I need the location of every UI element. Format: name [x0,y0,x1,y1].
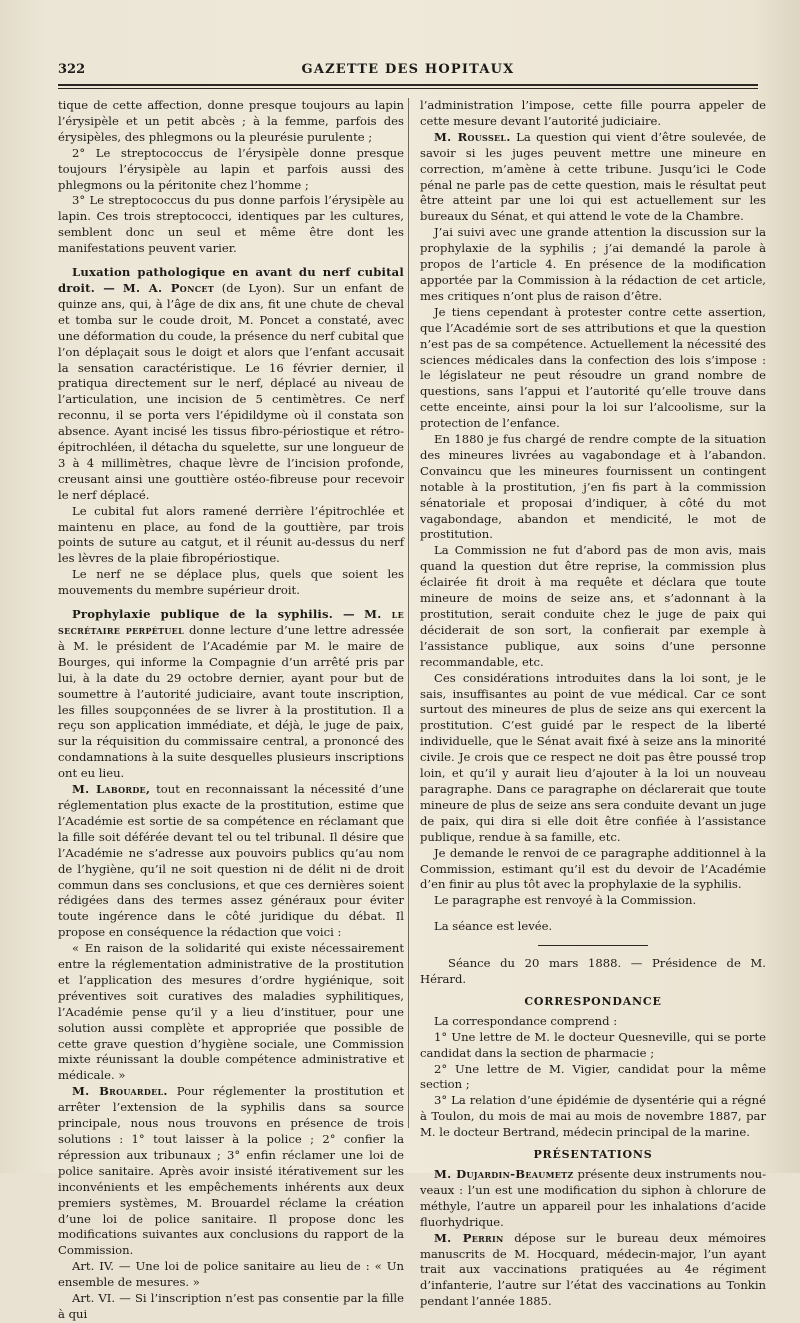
list-item: 3° La relation d’une épidémie de dysentérie qui a régné à Toulon, du mois de mai au mois de novembre 1887, par M. le docteur Bertrand, médecin principal de la marine. [420,1093,766,1140]
session-closed: La séance est levée. [434,919,553,934]
section-text: donne lecture d’une lettre adressée à M. le président de l’Académie par M. le maire de Bourges, qui informe la Compagnie d’un arrêté pris par lui, à la date du 29 octobre dernier, ayant pour but de soumettre à l’autorité judiciaire, avant toute inscription, les filles soupçonnées de se livrer à la prostitution. Il a reçu son application immédiate, et déjà, le juge de paix, sur la réquisition du commissaire central, a prononcé des condamnations à la suite desquelles plusieurs inscriptions ont eu lieu. [58,623,405,781]
author-name: M. le secrétaire perpétuel [58,607,405,637]
presentations-title: PRÉSENTATIONS [533,1148,653,1162]
paragraph-roussel [420,130,766,225]
section-text: tout en reconnaissant la nécessité d’une réglementation plus exacte de la prostitution, estime que l’Académie est sortie de sa compétence en réclamant que la fille soit déférée devant tel ou tel tribunal. Il désire que l’Académie ne s’adresse aux pouvoirs publics qu’au nom de l’hygiène, qu’il ne soit question ni de délit ni de droit commun dans ses conclusions, et que ces dernières soient rédigées dans des termes assez généraux pour éviter toute ingérence dans le côté juridique du débat. Il propose en conséquence la rédaction que voici : [58,782,404,940]
paragraph: Ces considérations introduites dans la loi sont, je le sais, insuffisantes au point de vue médical. Car ce sont surtout des mineures de plus de seize ans qui exercent la prostitution. C’est guidé par le respect de la liberté individuelle, que le Sénat avait fixé à seize ans la minorité civile. Je crois que ce respect ne doit pas être poussé trop loin, et qu’il y aurait lieu d’ajouter à la loi un nouveau paragraphe. Dans ce paragraphe on déclarerait que toute mineure de plus de seize ans sera conduite devant un juge de paix, qui dira si elle doit être confiée à l’assistance publique, rendue à sa famille, etc. [420,670,766,844]
paragraph: 3° Le streptococcus du pus donne parfois l’érysipèle au lapin. Ces trois streptococci, identiques par les cultures, semblent donc un seul et même être dont les manifestations peuvent varier. [58,193,404,256]
paragraph-dujardin [420,1167,766,1231]
header-rule-thin [58,88,758,89]
paragraph: La Commission ne fut d’abord pas de mon avis, mais quand la question dut être reprise, la commission plus éclairée fit droit à ma requête et déclara que toute mineure de moins de seize ans, et s’adonnant à la prostitution, serait conduite chez le juge de paix qui déciderait de son sort, la confierait par exemple à l’assistance publique, aux soins d’une personne recommandable, etc. [420,543,766,669]
column-divider [408,98,409,1128]
paragraph: Le paragraphe est renvoyé à la Commission. [434,893,697,908]
page-header [58,62,758,84]
section-heading: Luxation pathologique en avant du nerf cubital droit. — [58,265,404,295]
paragraph: Je tiens cependant à protester contre cette assertion, que l’Académie sort de ses attributions et que la question n’est pas de sa compétence. Actuellement la nécessité des sciences médicales dans la confection des lois s’impose : le législateur ne peut résoudre un grand nombre de questions, sans l’appui et l’autorité qu’elle trouve dans cette enceinte, ainsi pour la loi sur l’alcoolisme, sur la protection de l’enfance. [420,304,766,431]
section-text: La question qui vient d’être soulevée, de savoir si les juges peuvent mettre une mineure en correction, m’amène à cette tribune. Jusqu’ici le Code pénal ne parle pas de cette question, mais le résultat peut être atteint par une loi qui est actuellement sur les bureaux du Sénat, et qui attend le vote de la Chambre. [420,129,766,224]
spacer [420,909,766,919]
section-heading: Prophylaxie publique de la syphilis. — [72,607,355,622]
paragraph: Je demande le renvoi de ce paragraphe additionnel à la Commission, estimant qu’il est du devoir de l’Académie d’en finir au plus tôt avec la prophylaxie de la syphilis. [420,845,766,892]
author-name: M. A. Poncet [122,280,215,295]
list-item: 2° Une lettre de M. Vigier, candidat pour la même section ; [420,1061,766,1092]
quoted-proposal: « En raison de la solidarité qui existe nécessairement entre la réglementation administrative de la prostitution et l’application des mesures d’ordre hygiénique, soit préventives soit curatives des maladies syphilitiques, l’Académie pense qu’il y a lieu d’instituer, pour une solution aussi complète et appropriée que possible de cette grave question d’hygiène sociale, une Commission mixte réunissant la double compétence administrative et médicale. » [58,941,404,1083]
paragraph: l’administration l’impose, cette fille pourra appeler de cette mesure devant l’autorité judiciaire. [420,98,766,128]
section-prophylaxie [58,607,404,782]
paragraph: Le cubital fut alors ramené derrière l’épitrochlée et maintenu en place, au fond de la gouttière, par trois points de suture au catgut, et il réunit au-dessus du nerf les lèvres de la plaie fibropériostique. [58,503,404,566]
section-text: présente deux instruments nouveaux : l’un est une modification du siphon à chlorure de méthyle, l’autre un appareil pour les inhalations d’acide fluorhydrique. [420,1167,766,1229]
paragraph: Le nerf ne se déplace plus, quels que soient les mouvements du membre supérieur droit. [58,567,404,598]
author-name: M. Dujardin-Beaumetz [434,1167,574,1181]
journal-title: GAZETTE DES HOPITAUX [301,62,515,77]
paragraph-laborde [58,782,404,941]
list-item: 1° Une lettre de M. le docteur Quesneville, qui se porte candidat dans la section de pharmacie ; [420,1029,766,1060]
paragraph-brouardel [58,1084,404,1259]
author-name: M. Brouardel. [72,1084,168,1099]
paragraph-perrin [420,1231,766,1311]
header-rule-thick [58,84,758,86]
page-number: 322 [58,62,86,77]
section-text: Pour réglementer la prostitution et arrêter l’extension de la syphilis dans sa source principale, nous nous trouvons en présence de trois solutions : 1° tout laisser à la police ; 2° confier la répression aux tribunaux ; 3° enfin réclamer une loi de police sanitaire. Après avoir insisté itérativement sur les inconvénients et les empêchements inhérents aux deux premiers systèmes, M. Brouardel réclame la création d’une loi de police sanitaire. Il propose donc les modifications suivantes aux conclusions du rapport de la Commission. [58,1084,404,1258]
article-vi: Art. VI. — Si l’inscription n’est pas consentie par la fille à qui [58,1291,404,1321]
paragraph: 2° Le streptococcus de l’érysipèle donne presque toujours l’érysipèle au lapin et parfois aussi des phlegmons ou la péritonite chez l’homme ; [58,145,404,192]
paragraph: En 1880 je fus chargé de rendre compte de la situation des mineures livrées au vagabondage et à l’abandon. Convaincu que les mineures fournissent un contingent notable à la prostitution, j’en fis part à la commission sénatoriale et proposai d’indiquer, à côté du mot vagabondage, abandon et mendicité, le mot de prostitution. [420,432,766,542]
section-luxation [58,265,404,504]
section-text: dépose sur le bureau deux mémoires manuscrits de M. Hocquard, médecin-major, l’un ayant trait aux vaccinations pratiquées au 4e régiment d’infanterie, l’autre sur l’état des vaccinations au Tonkin pendant l’année 1885. [420,1230,766,1309]
left-column [58,98,405,1321]
section-text: (de Lyon). Sur un enfant de quinze ans, qui, à l’âge de dix ans, fit une chute de cheval et tomba sur le coude droit, M. Poncet a constaté, avec une déformation du coude, la présence du nerf cubital que l’on déplaçait sous le doigt et alors que l’enfant accusait la sensation caractéristique. Le 16 février dernier, il pratiqua directement sur le nerf, déplacé au niveau de l’articulation, une incision de 5 centimètres. Ce nerf reconnu, il se porta vers l’épidildyme où il constata son absence. Ayant incisé les tissus fibro-périostique et rétro-épitrochléen, il détacha du squelette, sur une longueur de 3 à 4 millimètres, chaque lèvre de l’incision profonde, creusant ainsi une gouttière ostéo-fibreuse pour recevoir le nerf déplacé. [58,280,404,502]
section-separator [538,945,648,946]
author-name: M. Roussel. [434,129,511,144]
author-name: M. Perrin [434,1230,504,1245]
right-column [420,98,766,1309]
correspondance-title: CORRESPONDANCE [524,994,662,1008]
article-iv: Art. IV. — Une loi de police sanitaire au lieu de : « Un ensemble de mesures. » [58,1259,404,1290]
paragraph: tique de cette affection, donne presque toujours au lapin l’érysipèle et un petit abcès ; à la femme, parfois des érysipèles, des phlegmons ou la pleurésie purulente ; [58,98,404,144]
paragraph: La correspondance comprend : [434,1013,618,1028]
session-heading: Séance du 20 mars 1888. — Présidence de M. Hérard. [420,956,766,987]
author-name: M. Laborde, [72,782,151,797]
paragraph: J’ai suivi avec une grande attention la discussion sur la prophylaxie de la syphilis ; j’ai demandé la parole à propos de l’article 4. En présence de la modification apportée par la Commission à la rédaction de cet article, mes critiques n’ont plus de raison d’être. [420,225,766,303]
